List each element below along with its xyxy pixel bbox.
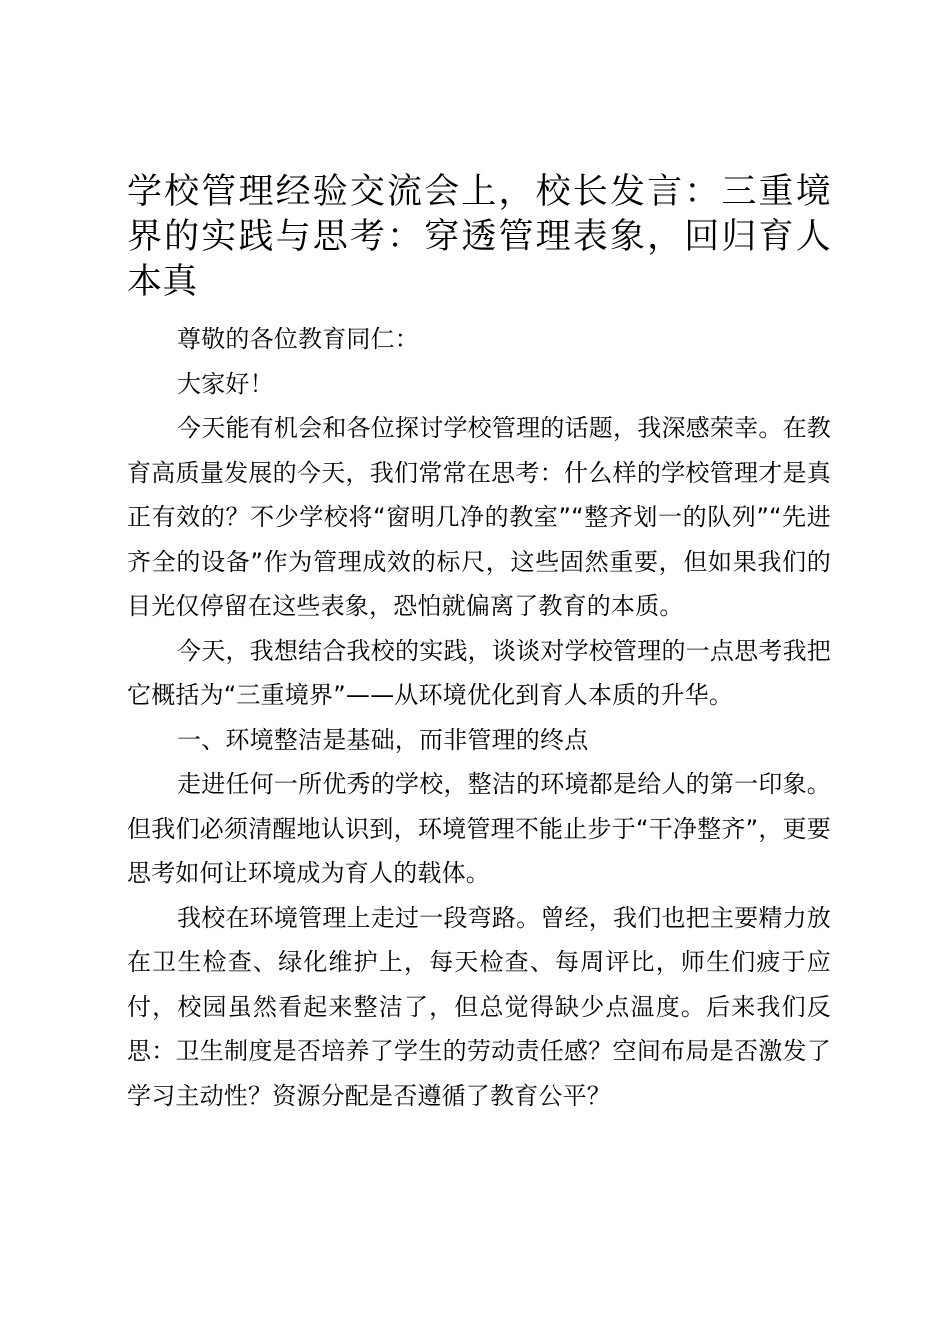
document-page (127, 170, 831, 1118)
greeting-line: 尊敬的各位教育同仁： (177, 325, 419, 353)
section-paragraph: 我校在环境管理上走过一段弯路。曾经，我们也把主要精力放在卫生检查、绿化维护上，每天检查、每周评比，师生们疲于应付，校园虽然看起来整洁了，但总觉得缺少点温度。后来我们反思：卫生制度是否培养了学生的劳动责任感？空间布局是否激发了学习主动性？资源分配是否遵循了教育公平？ (127, 903, 831, 1110)
intro-paragraph: 今天能有机会和各位探讨学校管理的话题，我深感荣幸。在教育高质量发展的今天，我们常常在思考：什么样的学校管理才是真正有效的？不少学校将“窗明几净的教室”“整齐划一的队列”“先进齐全的设备”作为管理成效的标尺，这些固然重要，但如果我们的目光仅停留在这些表象，恐怕就偏离了教育的本质。 (127, 414, 831, 620)
salutation-line: 大家好！ (177, 369, 274, 398)
section-paragraph: 走进任何一所优秀的学校，整洁的环境都是给人的第一印象。但我们必须清醒地认识到，环境管理不能止步于“干净整齐”，更要思考如何让环境成为育人的载体。 (127, 770, 831, 887)
document-title: 学校管理经验交流会上，校长发言：三重境界的实践与思考：穿透管理表象，回归育人本真 (127, 172, 831, 302)
overview-paragraph: 今天，我想结合我校的实践，谈谈对学校管理的一点思考我把它概括为“三重境界”——从环境优化到育人本质的升华。 (127, 636, 831, 709)
section-heading: 一、环境整洁是基础，而非管理的终点 (177, 725, 589, 754)
